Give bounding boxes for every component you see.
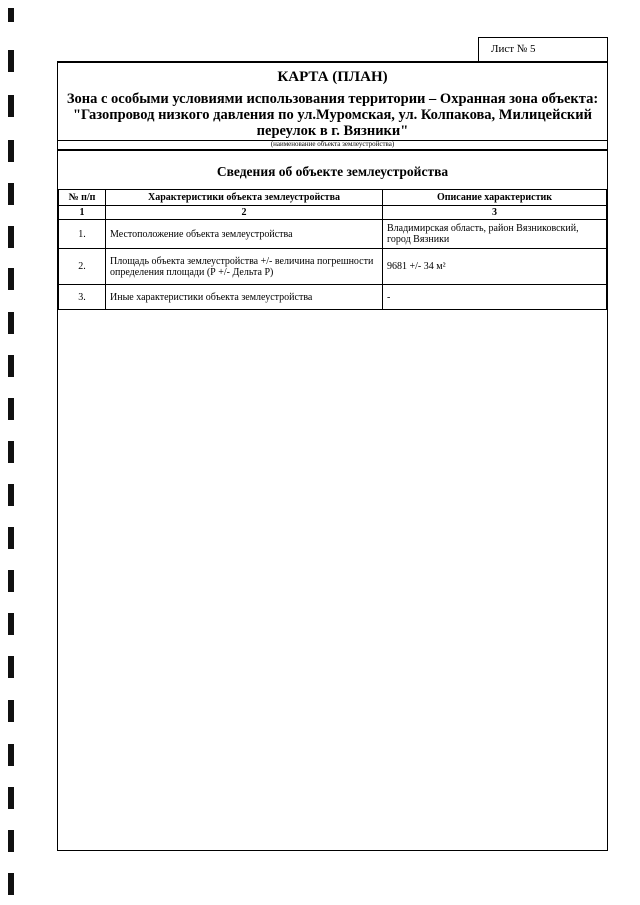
- divider: [58, 149, 607, 151]
- row-description: -: [383, 285, 607, 310]
- sheet-number-box: [478, 37, 608, 62]
- row-description: 9681 +/- 34 м²: [383, 249, 607, 285]
- column-number: 1: [59, 206, 106, 220]
- col-header-characteristic: Характеристики объекта землеустройства: [106, 190, 383, 206]
- row-number: 1.: [59, 220, 106, 249]
- subtitle-line-3: переулок в г. Вязники": [256, 123, 409, 139]
- subtitle-line-2: "Газопровод низкого давления по ул.Муромская, ул. Колпакова, Милицейский: [73, 107, 592, 123]
- table-row: [59, 249, 607, 285]
- table-row: [59, 285, 607, 310]
- document-frame: [57, 61, 608, 851]
- table-row: [59, 220, 607, 249]
- row-characteristic: Площадь объекта землеустройства +/- величина погрешности определения площади (Р +/- Дельта Р): [106, 249, 383, 285]
- row-number: 3.: [59, 285, 106, 310]
- table-header-row: [59, 190, 607, 206]
- col-header-description: Описание характеристик: [383, 190, 607, 206]
- col-header-number: № п/п: [59, 190, 106, 206]
- row-characteristic: Иные характеристики объекта землеустройства: [106, 285, 383, 310]
- column-number: 2: [106, 206, 383, 220]
- page-title: КАРТА (ПЛАН): [277, 69, 388, 85]
- row-number: 2.: [59, 249, 106, 285]
- column-number-row: [59, 206, 607, 220]
- object-name-note: (наименование объекта землеустройства): [270, 140, 395, 148]
- sheet-number: Лист № 5: [491, 43, 536, 55]
- subtitle-line-1: Зона с особыми условиями использования территории – Охранная зона объекта:: [66, 91, 599, 107]
- row-description: Владимирская область, район Вязниковский, город Вязники: [383, 220, 607, 249]
- section-title: Сведения об объекте землеустройства: [216, 164, 449, 179]
- object-subtitle: [62, 91, 603, 139]
- row-characteristic: Местоположение объекта землеустройства: [106, 220, 383, 249]
- characteristics-table: [58, 189, 607, 310]
- column-number: 3: [383, 206, 607, 220]
